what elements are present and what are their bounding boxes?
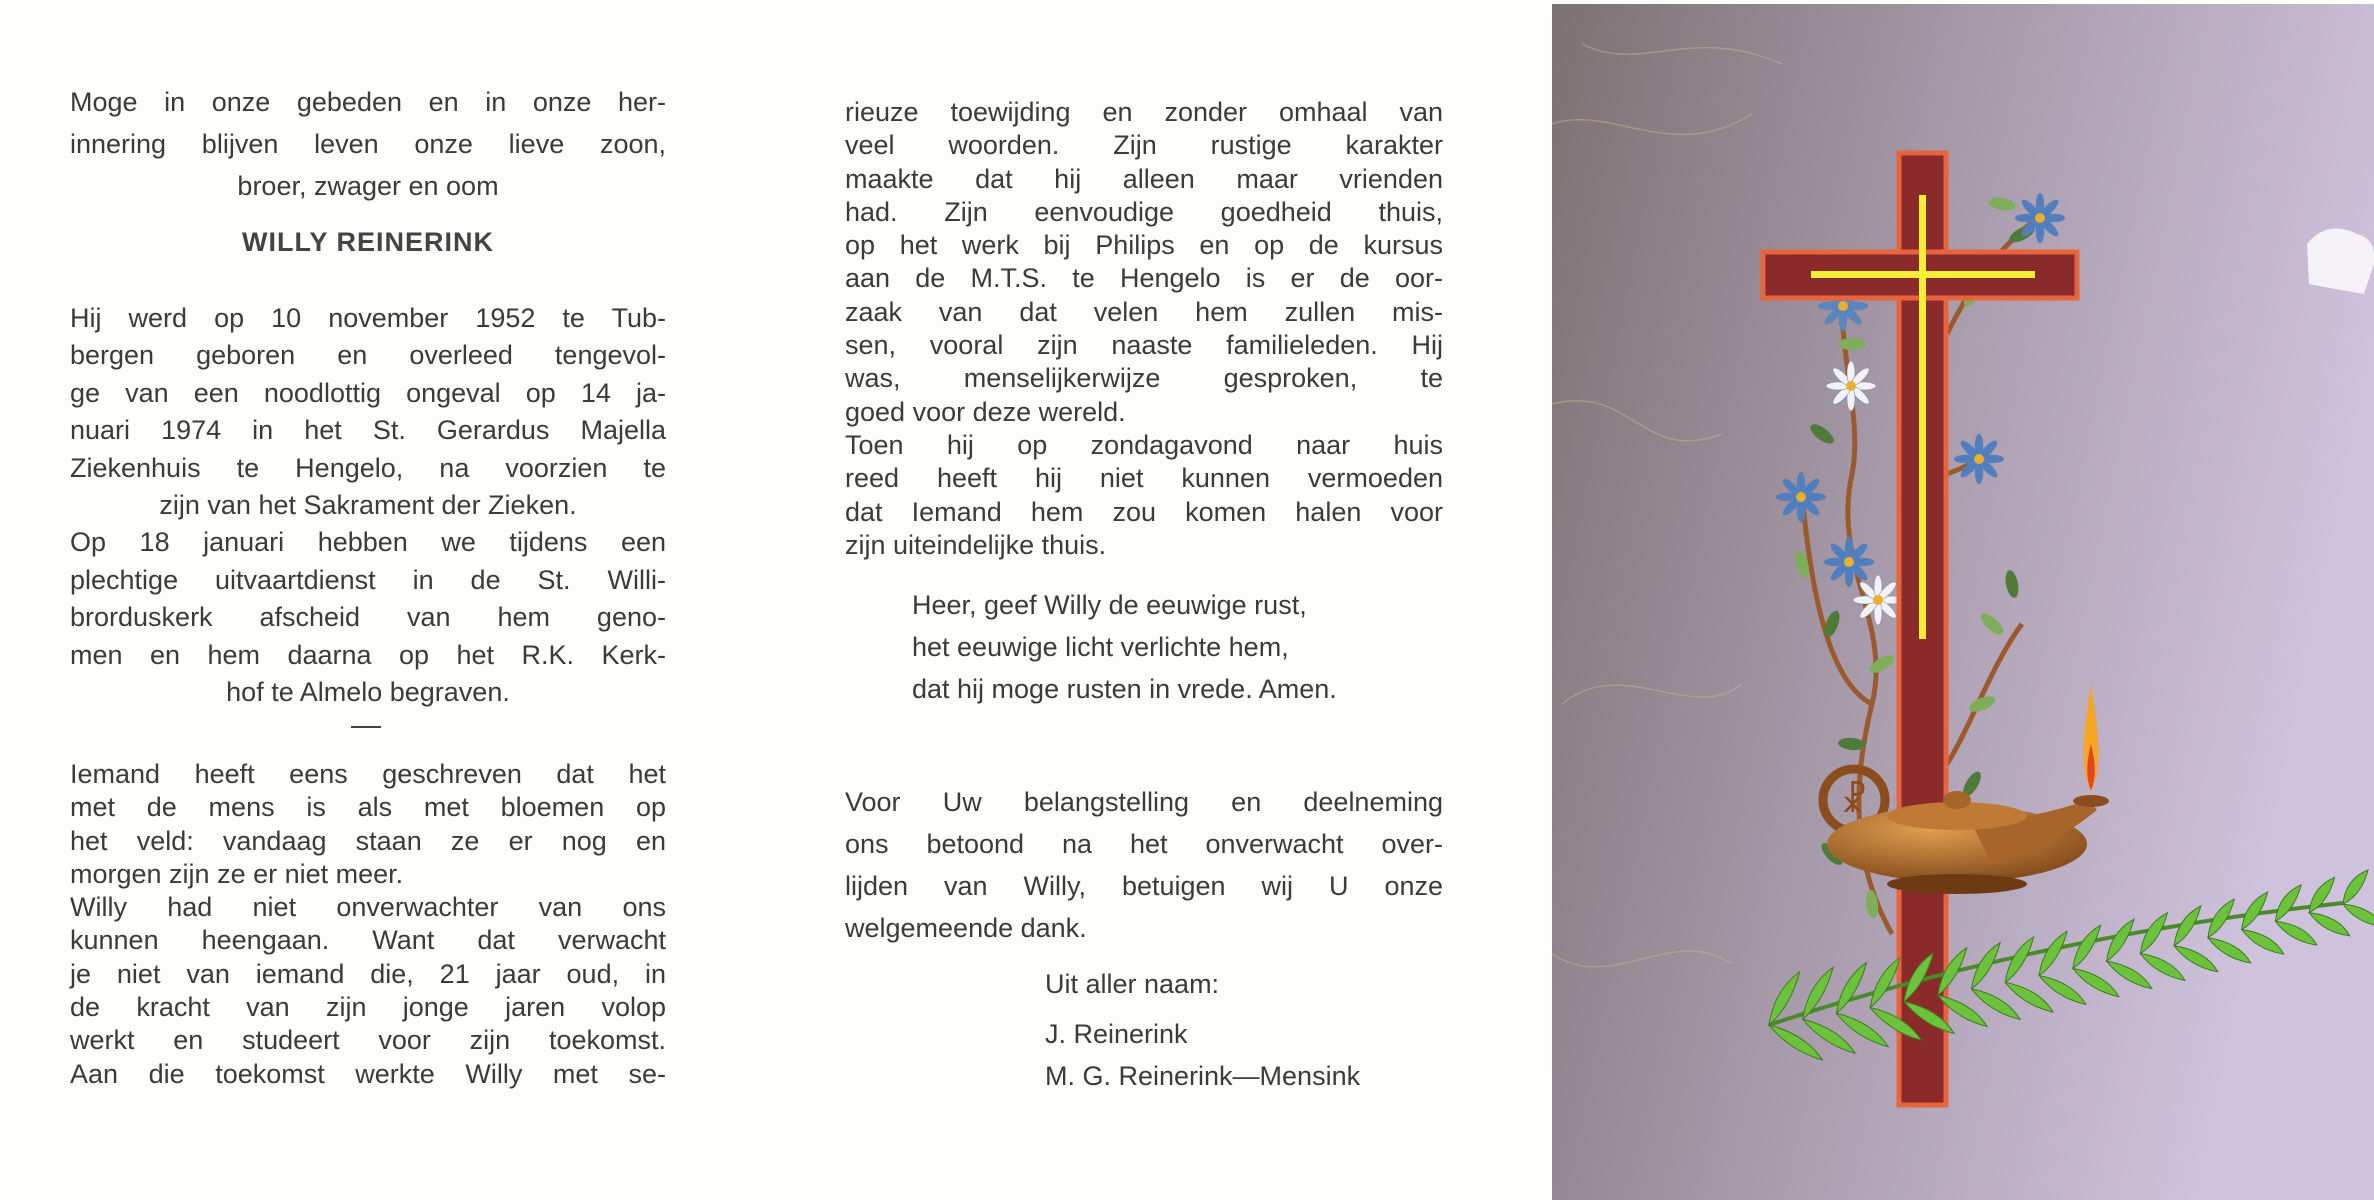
flower-icon xyxy=(1826,361,1876,411)
text-line: met de mens is als met bloemen op xyxy=(70,792,666,823)
text-line: Toen hij op zondagavond naar huis xyxy=(845,429,1443,460)
signoff xyxy=(1045,963,1360,1097)
text-line: de kracht van zijn jonge jaren volop xyxy=(70,992,666,1023)
text-line: Iemand heeft eens geschreven dat het xyxy=(70,759,666,789)
signatory: M. G. Reinerink—Mensink xyxy=(1045,1061,1361,1091)
text-line: men en hem daarna op het R.K. Kerk- xyxy=(70,639,666,670)
text-line: plechtige uitvaartdienst in de St. Willi- xyxy=(70,564,666,595)
text-line: Willy had niet onverwachter van ons xyxy=(70,892,666,923)
text-line: Op 18 januari hebben we tijdens een xyxy=(70,527,666,558)
text-line: had. Zijn eenvoudige goedheid thuis, xyxy=(845,196,1443,227)
svg-text:☧: ☧ xyxy=(1840,781,1868,821)
flower-icon xyxy=(1954,434,2004,484)
text-line: bergen geboren en overleed tengevol- xyxy=(70,340,666,371)
text-line: morgen zijn ze er niet meer. xyxy=(70,858,404,889)
text-line: werkt en studeert voor zijn toekomst. xyxy=(70,1025,666,1056)
intro-text xyxy=(70,81,666,207)
text-line: nuari 1974 in het St. Gerardus Majella xyxy=(70,415,666,446)
text-line: maakte dat hij alleen maar vrienden xyxy=(845,163,1443,194)
text-line: was, menselijkerwijze gesproken, te xyxy=(845,363,1443,394)
biography-text xyxy=(70,300,666,711)
leaf xyxy=(1838,338,1866,350)
text-line: veel woorden. Zijn rustige karakter xyxy=(845,130,1443,161)
deceased-name: WILLY REINERINK xyxy=(241,227,495,257)
text-line: het veld: vandaag staan ze er nog en xyxy=(70,825,666,856)
flower-icon xyxy=(2015,193,2065,243)
text-line: rieuze toewijding en zonder omhaal van xyxy=(845,97,1443,127)
continuation-text xyxy=(845,96,1443,562)
prayer-text xyxy=(912,584,1452,710)
worn-patch xyxy=(2307,228,2374,294)
text-line: het eeuwige licht verlichte hem, xyxy=(912,632,1289,662)
separator-dash xyxy=(351,726,381,728)
flower-icon xyxy=(1776,472,1826,522)
text-line: sen, vooral zijn naaste familieleden. Hij xyxy=(845,330,1443,361)
text-line: broer, zwager en oom xyxy=(237,171,499,201)
text-line: ons betoond na het onverwacht over- xyxy=(845,829,1443,859)
text-line: Hij werd op 10 november 1952 te Tub- xyxy=(70,303,666,333)
text-line: zijn van het Sakrament der Zieken. xyxy=(159,490,577,521)
text-line: kunnen heengaan. Want dat verwacht xyxy=(70,925,666,956)
text-line: Moge in onze gebeden en in onze her- xyxy=(70,87,666,117)
text-line: op het werk bij Philips en op de kursus xyxy=(845,230,1443,261)
text-line: dat Iemand hem zou komen halen voor xyxy=(845,496,1443,527)
text-line: hof te Almelo begraven. xyxy=(226,677,510,708)
flower-icon xyxy=(1853,575,1903,625)
text-line: Heer, geef Willy de eeuwige rust, xyxy=(912,590,1307,620)
thanks-text xyxy=(845,781,1443,949)
marble-background xyxy=(1552,4,2374,1200)
text-line: brorduskerk afscheid van hem geno- xyxy=(70,602,666,633)
text-line: welgemeende dank. xyxy=(845,913,1087,943)
text-line: zijn uiteindelijke thuis. xyxy=(845,529,1107,560)
cross-and-lamp-illustration xyxy=(1552,4,2374,1200)
text-line: Voor Uw belangstelling en deelneming xyxy=(845,787,1443,817)
text-line: aan de M.T.S. te Hengelo is er de oor- xyxy=(845,263,1443,294)
signatory: J. Reinerink xyxy=(1045,1019,1188,1049)
text-line: zaak van dat velen hem zullen mis- xyxy=(845,296,1443,327)
flower-icon xyxy=(1824,537,1874,587)
text-line: reed heeft hij niet kunnen vermoeden xyxy=(845,463,1443,494)
text-line: Ziekenhuis te Hengelo, na voorzien te xyxy=(70,452,666,483)
reflection-text xyxy=(70,758,666,1091)
signoff-label: Uit aller naam: xyxy=(1045,969,1220,999)
text-line: Aan die toekomst werkte Willy met se- xyxy=(70,1058,666,1089)
text-line: lijden van Willy, betuigen wij U onze xyxy=(845,871,1443,901)
text-line: je niet van iemand die, 21 jaar oud, in xyxy=(70,958,666,989)
text-line: dat hij moge rusten in vrede. Amen. xyxy=(912,674,1337,704)
text-line: innering blijven leven onze lieve zoon, xyxy=(70,129,666,159)
text-line: ge van een noodlottig ongeval op 14 ja- xyxy=(70,377,666,408)
text-line: goed voor deze wereld. xyxy=(845,396,1126,427)
